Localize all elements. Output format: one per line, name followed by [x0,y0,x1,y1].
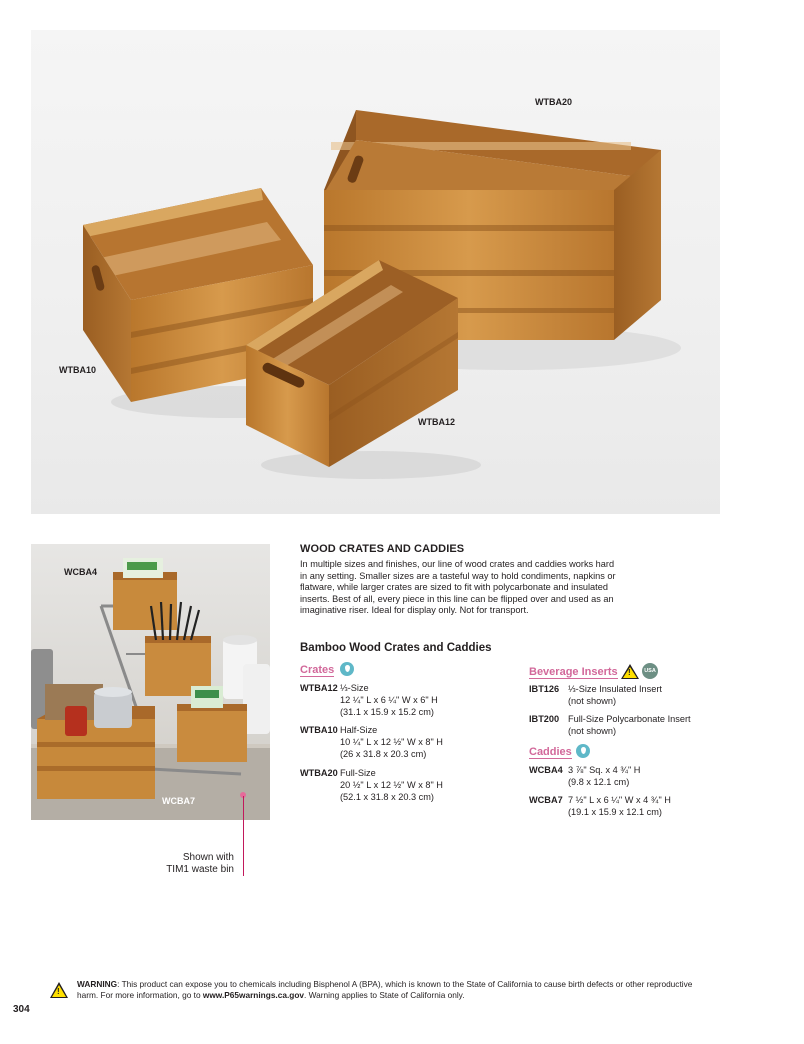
crates-heading: Crates [300,664,335,676]
crates-illustration [31,30,720,514]
hero-photo [31,30,720,514]
product-line-title: Bamboo Wood Crates and Caddies [300,642,492,654]
label-wtba10: WTBA10 [59,365,97,375]
shown-with-caption: Shown with TIM1 waste bin [166,852,234,875]
label-wcba7: WCBA7 [162,796,195,806]
label-wtba20: WTBA20 [535,97,573,107]
caddies-photo [31,544,270,820]
section-title: WOOD CRATES AND CADDIES [300,543,465,555]
callout-line [243,796,244,876]
beverage-inserts-heading: Beverage Inserts [529,666,618,678]
page-number: 304 [13,1004,30,1015]
usa-badge-icon: USA [642,663,658,679]
p65-link[interactable]: www.P65warnings.ca.gov [202,990,305,1000]
prop65-warning-text: WARNING: This product can expose you to chemicals including Bisphenol A (BPA), which is known to the State of California to cause birth defects or other reproductive harm. For more information, go to www.P65warnings.ca.gov. Warning applies to State of California only. [77,979,693,1000]
label-wtba12: WTBA12 [418,417,456,427]
water-drop-icon [340,662,354,676]
label-wcba4: WCBA4 [64,567,97,577]
caddies-heading: Caddies [529,746,572,758]
caddies-illustration [31,544,270,820]
water-drop-icon [576,744,590,758]
section-description: In multiple sizes and finishes, our line of wood crates and caddies works hard in any setting. Smaller sizes are a tasteful way to hold condiments, napkins or flatware, while larger crates are sized to fit with polycarbonate and insulated inserts. Best of all, every piece in this line can be flipped over and used as an imaginative riser. Ideal for display only. Not for transport. [300,559,616,616]
